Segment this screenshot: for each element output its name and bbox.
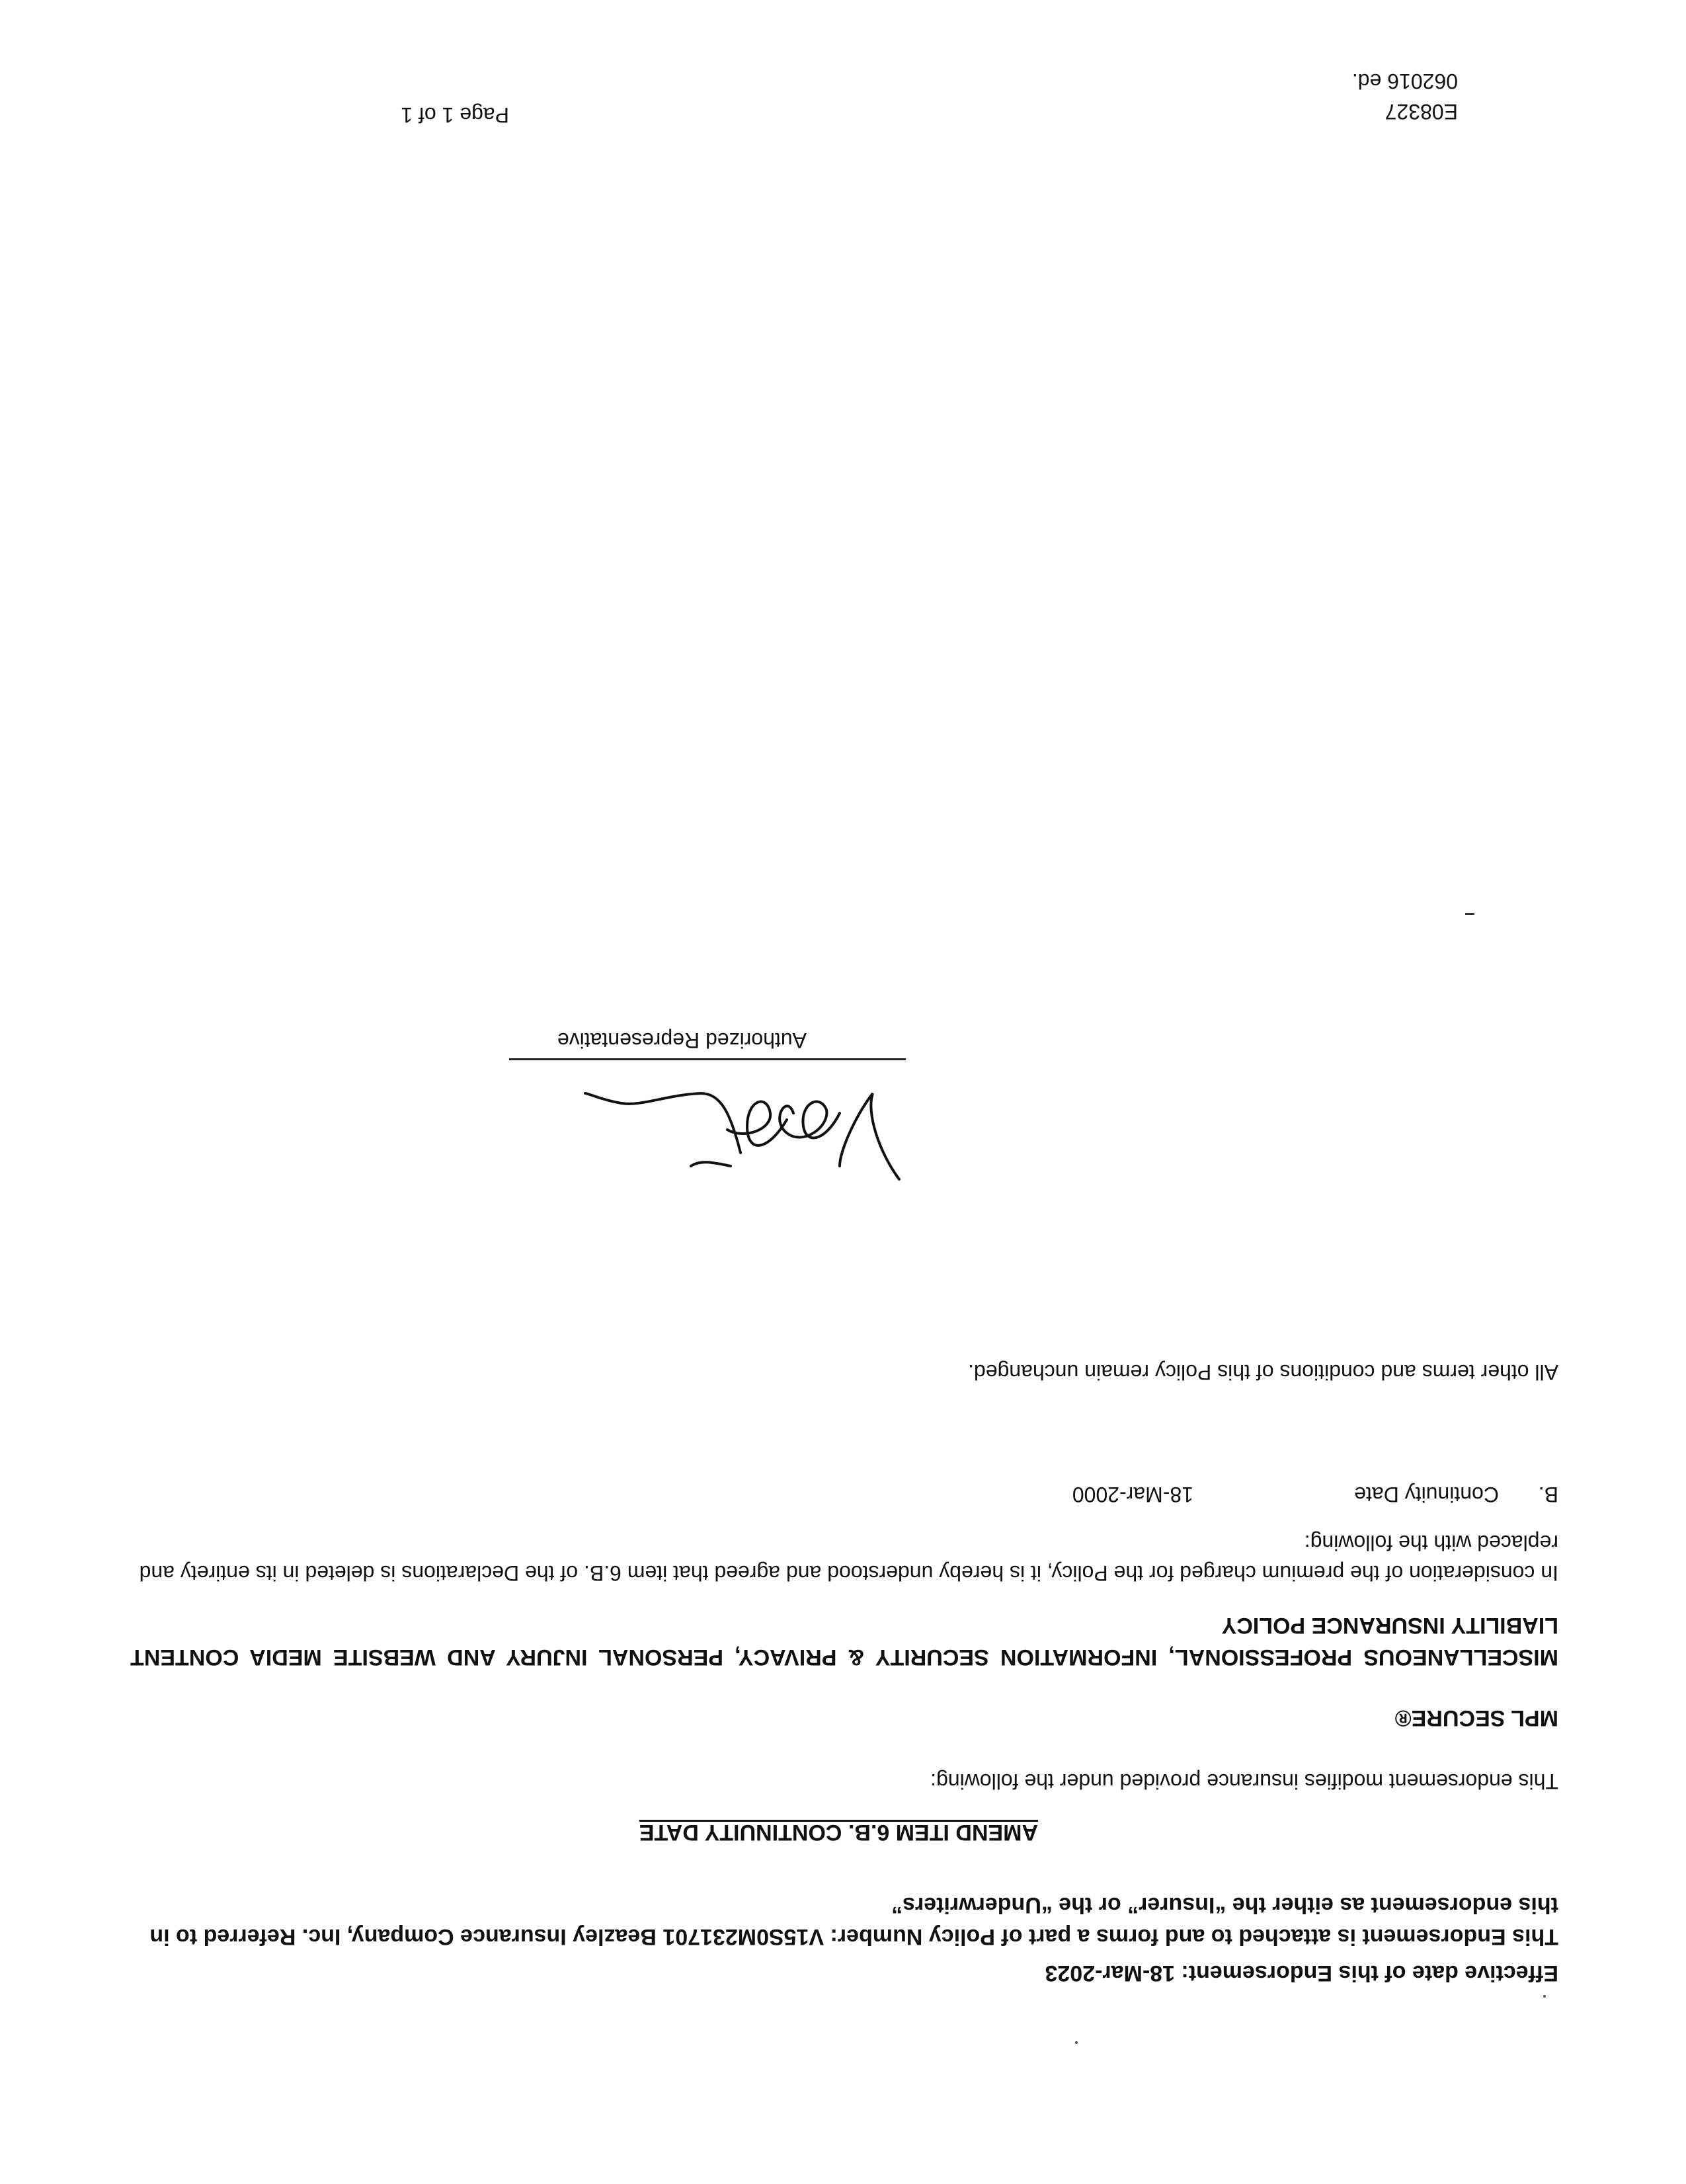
form-code-block xyxy=(1352,66,1458,127)
endorsement-title: AMEND ITEM 6.B. CONTINUITY DATE xyxy=(639,1820,1038,1845)
item-letter: B. xyxy=(1538,1483,1558,1506)
form-edition: 062016 ed. xyxy=(1351,69,1458,93)
signature-rule xyxy=(509,1058,906,1060)
consideration-paragraph: In consideration of the premium charged for the Policy, it is hereby understood and agreed that item 6.B. of the Declarations is deleted in its entirety and replaced with the following: xyxy=(139,1531,1558,1585)
page-number: Page 1 of 1 xyxy=(401,103,509,127)
modifies-insurance-line: This endorsement modifies insurance provided under the following: xyxy=(930,1770,1558,1793)
scan-mark xyxy=(1465,913,1474,915)
signature-caption: Authorized Representative xyxy=(557,1029,807,1052)
form-code: E08327 xyxy=(1385,100,1458,124)
policy-title: MISCELLANEOUS PROFESSIONAL, INFORMATION SECURITY & PRIVACY, PERSONAL INJURY AND WEBSITE MEDIA CONTENT LIABILITY INSURANCE POLICY xyxy=(130,1613,1558,1670)
continuity-date-value: 18-Mar-2000 xyxy=(1072,1483,1193,1506)
continuity-date-label: Continuity Date xyxy=(1354,1483,1499,1506)
policy-attachment-paragraph: This Endorsement is attached to and forms a part of Policy Number: V15S0M231701 Beazley Insurance Company, Inc. Referred to in this endorsement as either the “Insurer” or the “Underwriters” xyxy=(149,1892,1558,1949)
scan-speck xyxy=(1543,1995,1546,1998)
terms-unchanged-line: All other terms and conditions of this Policy remain unchanged. xyxy=(968,1360,1558,1384)
scan-speck xyxy=(1075,2041,1078,2044)
handwritten-signature xyxy=(575,1060,919,1192)
effective-date-line: Effective date of this Endorsement: 18-Mar-2023 xyxy=(1045,1961,1558,1986)
form-name: MPL SECURE® xyxy=(1394,1705,1558,1731)
